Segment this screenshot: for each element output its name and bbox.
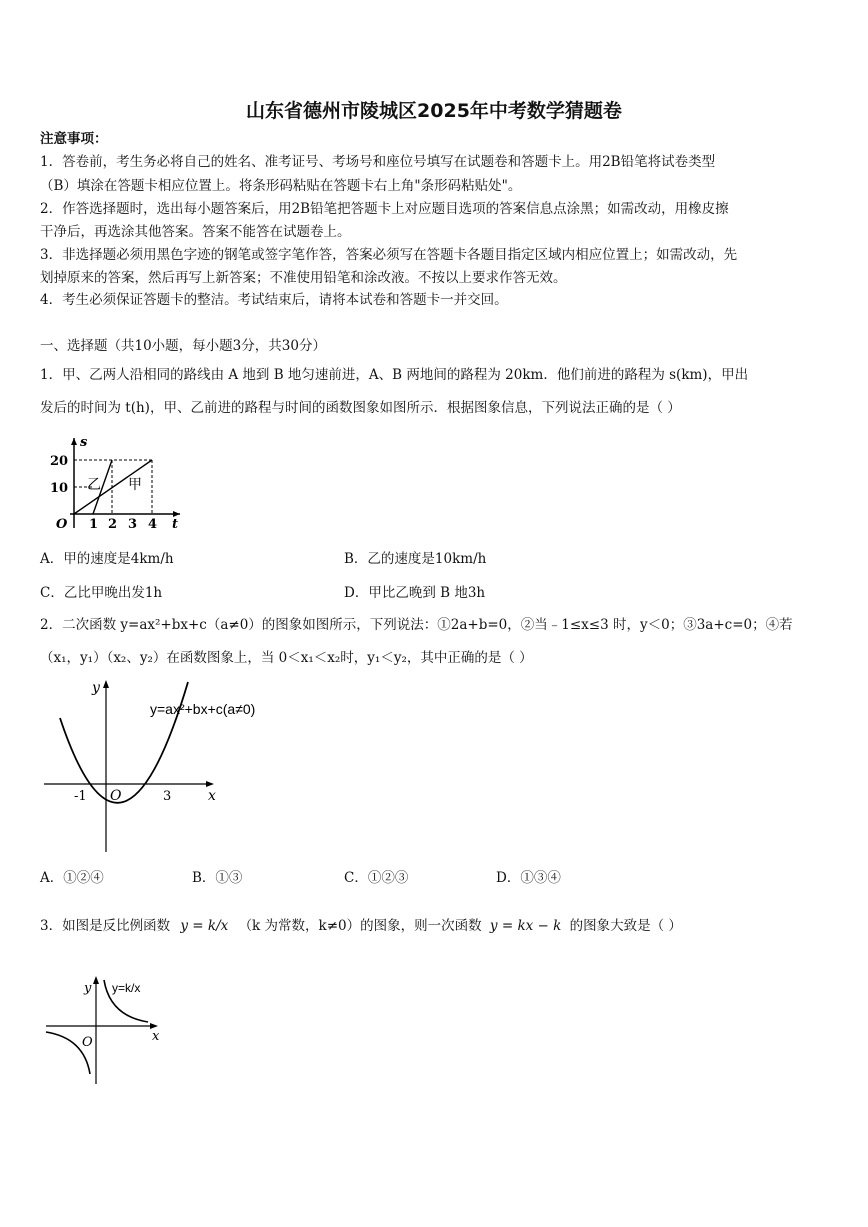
tick-4: 4 [148, 517, 158, 532]
tick-20: 20 [50, 454, 69, 469]
question-1-line: 1．甲、乙两人沿相同的路线由 A 地到 B 地匀速前进，A、B 两地间的路程为 20km．他们前进的路程为 s(km)，甲出 [40, 367, 749, 383]
axis-label-x: x [152, 1029, 160, 1044]
notice-line: 4．考生必须保证答题卡的整洁。考试结束后，请将本试卷和答题卡一并交回。 [40, 292, 508, 308]
section-heading: 一、选择题（共10小题，每小题3分，共30分） [40, 338, 326, 354]
root-3: 3 [163, 789, 172, 804]
notice-line: 3．非选择题必须用黑色字迹的钢笔或签字笔作答，答案必须写在答题卡各题目指定区域内相应位置上；如需改动，先 [40, 247, 738, 263]
axis-label-t: t [172, 517, 179, 532]
q3-formula-linear: y = kx − k [489, 918, 562, 934]
q3-text-mid: （k 为常数，k≠0）的图象，则一次函数 [238, 918, 482, 934]
axis-label-y: y [92, 680, 100, 696]
tick-10: 10 [50, 481, 69, 496]
tick-1: 1 [89, 517, 99, 532]
origin-label: O [56, 517, 68, 532]
line-label-yi: 乙 [87, 477, 101, 493]
question-2-line: 2．二次函数 y=ax²+bx+c（a≠0）的图象如图所示，下列说法：①2a+b=0，②当﹣1≤x≤3 时，y＜0；③3a+c=0；④若 [40, 617, 793, 633]
q1-option-b: B．乙的速度是10km/h [344, 551, 487, 567]
q3-hyperbola-graph [40, 970, 170, 1090]
function-label: y=ax²+bx+c(a≠0) [150, 701, 256, 717]
origin-label: O [110, 788, 122, 804]
q2-option-d: D．①③④ [496, 870, 561, 886]
question-3-line [40, 917, 682, 935]
notice-line: 干净后，再选涂其他答案。答案不能答在试题卷上。 [40, 224, 351, 240]
q2-option-a: A．①②④ [40, 870, 104, 886]
q1-option-c: C．乙比甲晚出发1h [40, 585, 163, 601]
q2-option-c: C．①②③ [344, 870, 409, 886]
notice-heading: 注意事项： [40, 131, 108, 147]
tick-2: 2 [108, 517, 118, 532]
question-1-line: 发后的时间为 t(h)，甲、乙前进的路程与时间的函数图象如图所示．根据图象信息，下列说法正确的是（ ） [40, 400, 681, 416]
function-label: y=k/x [112, 981, 141, 995]
notice-line: 2．作答选择题时，选出每小题答案后，用2B铅笔把答题卡上对应题目选项的答案信息点涂黑；如需改动，用橡皮擦 [40, 201, 729, 217]
origin-label: O [82, 1035, 93, 1050]
axis-label-x: x [208, 788, 216, 804]
notice-line: 1．答卷前，考生务必将自己的姓名、准考证号、考场号和座位号填写在试题卷和答题卡上。用2B铅笔将试卷类型 [40, 154, 716, 170]
question-2-line: （x₁，y₁）（x₂、y₂）在函数图象上，当 0＜x₁＜x₂时，y₁＜y₂，其中正确的是（ ） [40, 650, 533, 666]
q3-text-post: 的图象大致是（ ） [569, 918, 682, 934]
root-minus-1: -1 [74, 789, 87, 804]
page-title: 山东省德州市陵城区2025年中考数学猜题卷 [246, 100, 622, 122]
q1-distance-time-graph [40, 432, 190, 532]
q3-formula-inverse: y = k/x [180, 918, 229, 934]
q1-option-d: D．甲比乙晚到 B 地3h [344, 585, 486, 601]
tick-3: 3 [128, 517, 138, 532]
q3-text-pre: 3．如图是反比例函数 [40, 918, 171, 934]
notice-line: （B）填涂在答题卡相应位置上。将条形码粘贴在答题卡右上角"条形码粘贴处"。 [40, 178, 522, 194]
notice-line: 划掉原来的答案，然后再写上新答案；不准使用铅笔和涂改液。不按以上要求作答无效。 [40, 270, 567, 286]
axis-label-y: y [84, 981, 92, 996]
axis-label-s: s [80, 435, 88, 450]
q2-option-b: B．①③ [192, 870, 243, 886]
line-label-jia: 甲 [128, 477, 142, 493]
q2-parabola-graph [40, 676, 280, 856]
q1-option-a: A．甲的速度是4km/h [40, 551, 174, 567]
